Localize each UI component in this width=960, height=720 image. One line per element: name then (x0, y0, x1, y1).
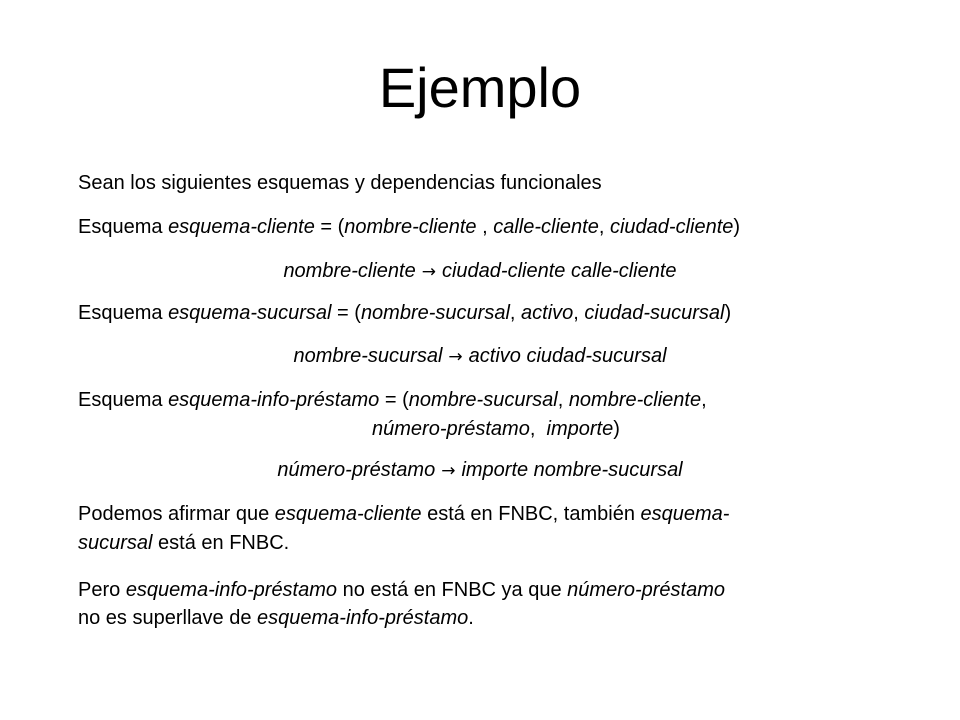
attribute: nombre-cliente (344, 216, 477, 238)
text: está en FNBC. (152, 532, 290, 554)
separator: , (476, 216, 494, 238)
attribute: número-préstamo (372, 418, 530, 440)
conclusion-line-4 (78, 605, 474, 631)
arrow-icon: → (448, 347, 463, 367)
schema-name: esquema-info-préstamo (168, 389, 380, 411)
schema-name: esquema-info-préstamo (257, 607, 469, 629)
schema-eq: = ( (314, 216, 345, 238)
fd-rhs: activo ciudad-sucursal (468, 345, 667, 367)
intro-text: Sean los siguientes esquemas y dependencias funcionales (78, 172, 602, 194)
schema-name: esquema-cliente (274, 503, 422, 525)
schema-name: esquema-info-préstamo (125, 579, 338, 601)
attribute: calle-cliente (493, 216, 599, 238)
separator: , (598, 216, 610, 238)
text: Podemos afirmar que (78, 503, 275, 525)
text: no es superllave de (78, 607, 258, 629)
schema-eq: = ( (331, 302, 361, 324)
attribute: activo (521, 302, 574, 324)
arrow-icon: → (421, 262, 436, 282)
text: está en FNBC, también (421, 503, 641, 525)
schema-name: sucursal (78, 532, 153, 554)
fd-cliente-line (0, 258, 960, 285)
schema-prefix: Esquema (78, 302, 169, 324)
schema-prefix: Esquema (78, 389, 169, 411)
attribute: nombre-cliente (568, 389, 702, 411)
schema-sucursal-line (78, 300, 731, 326)
fd-sucursal-line (0, 343, 960, 370)
schema-name: esquema-sucursal (168, 302, 332, 324)
schema-name: esquema-cliente (168, 216, 315, 238)
close-paren: ) (724, 302, 732, 324)
separator: , (529, 418, 547, 440)
attribute: ciudad-sucursal (584, 302, 725, 324)
fd-lhs: número-préstamo (277, 459, 436, 481)
separator: , (509, 302, 522, 324)
schema-info-prestamo-line (78, 387, 707, 413)
fd-rhs: importe nombre-sucursal (461, 459, 683, 481)
fd-lhs: nombre-cliente (283, 260, 416, 282)
conclusion-line-3 (78, 577, 725, 603)
slide-title: Ejemplo (378, 56, 582, 119)
separator: , (701, 389, 707, 411)
conclusion-line-2 (78, 530, 289, 556)
fd-rhs: ciudad-cliente calle-cliente (441, 260, 677, 282)
schema-name: esquema- (640, 503, 730, 525)
arrow-icon: → (441, 461, 456, 481)
conclusion-line-1 (78, 501, 729, 527)
schema-cliente-line (78, 214, 740, 240)
separator: , (557, 389, 569, 411)
text: Pero (78, 579, 126, 601)
attribute: importe (546, 418, 614, 440)
attribute: nombre-sucursal (360, 302, 510, 324)
attribute: ciudad-cliente (609, 216, 734, 238)
schema-prefix: Esquema (78, 216, 169, 238)
fd-lhs: nombre-sucursal (293, 345, 443, 367)
separator: , (573, 302, 585, 324)
text: . (468, 607, 474, 629)
schema-eq: = ( (379, 389, 409, 411)
fd-prestamo-line (0, 457, 960, 484)
text: no está en FNBC ya que (337, 579, 568, 601)
attribute: nombre-sucursal (408, 389, 558, 411)
schema-info-prestamo-line-cont (372, 416, 620, 442)
close-paren: ) (733, 216, 741, 238)
attribute: número-préstamo (567, 579, 726, 601)
close-paren: ) (613, 418, 620, 440)
